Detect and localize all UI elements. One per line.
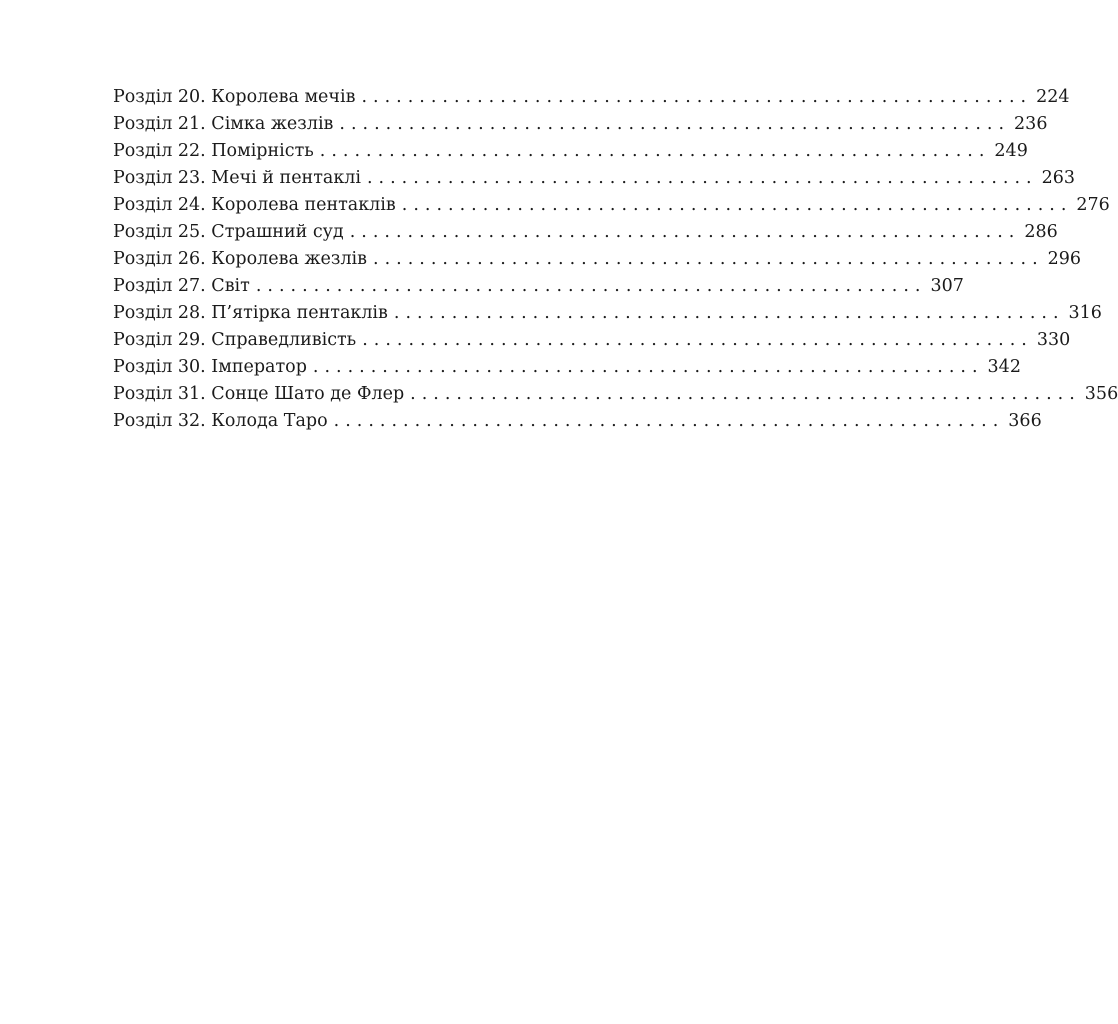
toc-entry-title: Розділ 32. Колода Таро xyxy=(113,411,328,431)
toc-entry-page: 263 xyxy=(1041,168,1076,188)
toc-entry-title: Розділ 21. Сімка жезлів xyxy=(113,114,334,134)
toc-entry xyxy=(113,357,1021,384)
toc-entry xyxy=(113,168,1076,195)
toc-entry-title: Розділ 28. П’ятірка пентаклів xyxy=(113,303,388,323)
toc-dot-leader: .......................................................... xyxy=(312,357,984,377)
toc-entry xyxy=(113,330,1071,357)
toc-entry xyxy=(113,276,964,303)
toc-entry xyxy=(113,411,1042,438)
toc-entry-title: Розділ 20. Королева мечів xyxy=(113,87,356,107)
toc-entry-page: 236 xyxy=(1014,114,1048,134)
toc-dot-leader: .......................................................... xyxy=(393,303,1065,323)
toc-entry-page: 342 xyxy=(987,357,1021,377)
toc-entry-page: 307 xyxy=(930,276,964,296)
toc-entry xyxy=(113,384,1118,411)
toc-entry-title: Розділ 31. Сонце Шато де Флер xyxy=(113,384,405,404)
toc-dot-leader: .......................................................... xyxy=(366,168,1038,188)
toc-dot-leader: .......................................................... xyxy=(401,195,1073,215)
toc-dot-leader: .......................................................... xyxy=(361,87,1033,107)
toc-dot-leader: .......................................................... xyxy=(362,330,1033,350)
toc-entry-title: Розділ 30. Імператор xyxy=(113,357,307,377)
toc-entry xyxy=(113,195,1110,222)
toc-entry xyxy=(113,141,1028,168)
toc-dot-leader: .......................................................... xyxy=(373,249,1044,269)
toc-entry-title: Розділ 22. Помірність xyxy=(113,141,314,161)
toc-entry-title: Розділ 27. Світ xyxy=(113,276,250,296)
toc-entry-page: 316 xyxy=(1068,303,1102,323)
toc-entry-page: 356 xyxy=(1084,384,1118,404)
toc-entry-page: 286 xyxy=(1024,222,1058,242)
toc-entry xyxy=(113,249,1082,276)
toc-entry xyxy=(113,87,1070,114)
toc-entry-page: 296 xyxy=(1047,249,1082,269)
table-of-contents xyxy=(113,87,1118,438)
toc-entry xyxy=(113,222,1058,249)
toc-dot-leader: .......................................................... xyxy=(410,384,1081,404)
toc-entry-title: Розділ 26. Королева жезлів xyxy=(113,249,368,269)
toc-entry-page: 330 xyxy=(1036,330,1071,350)
toc-entry xyxy=(113,114,1048,141)
toc-entry-page: 366 xyxy=(1008,411,1042,431)
toc-entry-page: 249 xyxy=(994,141,1028,161)
toc-dot-leader: .......................................................... xyxy=(349,222,1021,242)
toc-dot-leader: .......................................................... xyxy=(319,141,991,161)
toc-entry-title: Розділ 24. Королева пентаклів xyxy=(113,195,396,215)
toc-dot-leader: .......................................................... xyxy=(255,276,927,296)
toc-dot-leader: .......................................................... xyxy=(333,411,1005,431)
toc-entry-title: Розділ 23. Мечі й пентаклі xyxy=(113,168,361,188)
toc-entry-title: Розділ 29. Справедливість xyxy=(113,330,357,350)
toc-entry-page: 276 xyxy=(1076,195,1110,215)
toc-entry-page: 224 xyxy=(1036,87,1070,107)
toc-dot-leader: .......................................................... xyxy=(339,114,1011,134)
toc-entry xyxy=(113,303,1102,330)
toc-entry-title: Розділ 25. Страшний суд xyxy=(113,222,344,242)
